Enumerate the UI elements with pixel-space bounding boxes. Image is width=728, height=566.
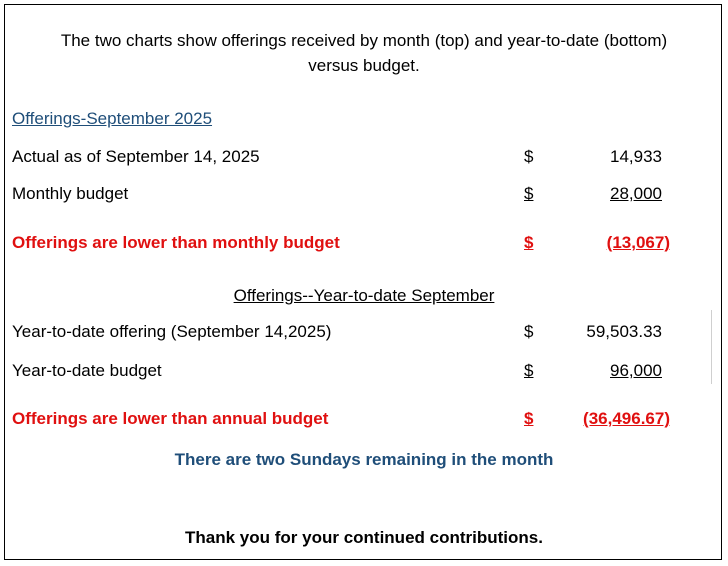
ytd-budget-row bbox=[12, 361, 712, 385]
monthly-difference-label: Offerings are lower than monthly budget bbox=[12, 233, 340, 252]
monthly-budget-dollar: $ bbox=[524, 184, 534, 203]
monthly-actual-row bbox=[12, 147, 712, 171]
intro-line-2: versus budget. bbox=[308, 56, 420, 75]
sundays-remaining-note: There are two Sundays remaining in the month bbox=[174, 450, 554, 469]
monthly-actual-amount: 14,933 bbox=[610, 147, 662, 166]
ytd-difference-label: Offerings are lower than annual budget bbox=[12, 409, 329, 428]
document-frame bbox=[4, 4, 722, 560]
ytd-offering-dollar: $ bbox=[524, 322, 534, 341]
ytd-difference-dollar: $ bbox=[524, 409, 534, 428]
monthly-section-title: Offerings-September 2025 bbox=[12, 109, 213, 128]
ytd-budget-label: Year-to-date budget bbox=[12, 361, 162, 380]
intro-text bbox=[0, 28, 728, 78]
ytd-offering-row bbox=[12, 322, 712, 346]
monthly-difference-row bbox=[12, 233, 712, 257]
monthly-budget-label: Monthly budget bbox=[12, 184, 129, 203]
ytd-section-title-text: Offerings--Year-to-date September bbox=[233, 286, 495, 305]
intro-line-1: The two charts show offerings received by month (top) and year-to-date (bottom) bbox=[60, 31, 668, 50]
ytd-budget-amount: 96,000 bbox=[610, 361, 662, 380]
ytd-offering-amount: 59,503.33 bbox=[586, 322, 662, 341]
ytd-offering-label: Year-to-date offering (September 14,2025) bbox=[12, 322, 332, 341]
monthly-difference-dollar: $ bbox=[524, 233, 534, 252]
monthly-budget-amount: 28,000 bbox=[610, 184, 662, 203]
thank-you-message: Thank you for your continued contributions. bbox=[185, 528, 543, 547]
monthly-actual-dollar: $ bbox=[524, 147, 534, 166]
ytd-difference-amount: (36,496.67) bbox=[583, 409, 670, 428]
monthly-difference-amount: (13,067) bbox=[606, 233, 670, 252]
ytd-budget-dollar: $ bbox=[524, 361, 534, 380]
ytd-difference-row bbox=[12, 409, 712, 433]
monthly-budget-row bbox=[12, 184, 712, 208]
ytd-section-title bbox=[0, 286, 728, 306]
monthly-actual-label: Actual as of September 14, 2025 bbox=[12, 147, 260, 166]
